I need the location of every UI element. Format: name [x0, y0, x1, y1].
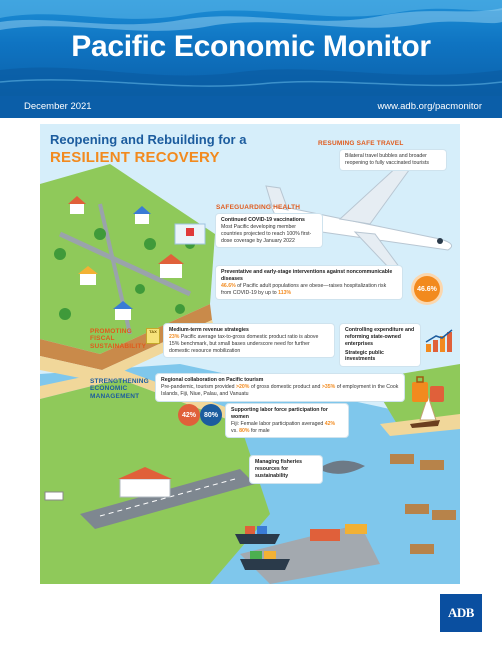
- fisheries-text: Managing fisheries resources for sustainability: [255, 459, 302, 479]
- date-bar: [0, 96, 502, 118]
- obesity-badge: 46.6%: [414, 276, 440, 302]
- revenue-heading: Medium-term revenue strategies: [169, 327, 249, 333]
- revenue-text: 23% Pacific average tax-to-gross domestic product ratio is above 15% benchmark, but small bases underscore need for further domestic resource mobilization: [169, 333, 319, 354]
- ncd-card: [216, 266, 402, 299]
- website-link[interactable]: www.adb.org/pacmonitor: [377, 101, 482, 112]
- tourism-heading: Regional collaboration on Pacific tourism: [161, 377, 264, 383]
- tax-ratio-stat: 23%: [169, 333, 180, 340]
- ncd-heading: Preventative and early-stage interventions against noncommunicable diseases: [221, 269, 393, 282]
- tax-document-icon: TAX: [146, 328, 160, 344]
- adb-logo: ADB: [440, 594, 482, 632]
- luggage-icon: [410, 374, 448, 404]
- obesity-stat: 46.6%: [221, 282, 236, 289]
- growth-chart-icon: [424, 328, 454, 354]
- tourism-card: [156, 374, 404, 401]
- resuming-safe-travel-tag: RESUMING SAFE TRAVEL: [318, 140, 404, 147]
- ncd-text: 46.6% of Pacific adult populations are obese—raises hospitalization risk from COVID-19 by up to 113%: [221, 282, 387, 296]
- economic-management-tag: STRENGTHENING ECONOMIC MANAGEMENT: [90, 378, 149, 400]
- expenditure-item: Controlling expenditure and reforming state-owned enterprises: [345, 327, 415, 347]
- gdp-share-stat: >20%: [235, 383, 250, 390]
- revenue-card: [164, 324, 334, 357]
- female-rate-stat: 42%: [324, 420, 336, 427]
- infographic-heading: Reopening and Rebuilding for a: [50, 132, 247, 147]
- female-participation-badge: 42%: [178, 404, 200, 426]
- male-participation-badge: 80%: [200, 404, 222, 426]
- vaccination-heading: Continued COVID-19 vaccinations: [221, 217, 305, 223]
- labor-heading: Supporting labor force participation for women: [231, 407, 328, 420]
- tourism-text: Pre-pandemic, tourism provided >20% of gross domestic product and >35% of employment in the Cook Islands, Fiji, Niue, Palau, and Vanuatu: [161, 383, 399, 397]
- issue-date: December 2021: [24, 101, 92, 112]
- expenditure-card: [340, 324, 420, 366]
- labor-text: Fiji: Female labor participation averaged 42% vs. 80% for male: [231, 420, 336, 434]
- labor-card: [226, 404, 348, 437]
- infographic: [40, 124, 460, 584]
- vaccination-card: [216, 214, 322, 247]
- fisheries-card: [250, 456, 322, 483]
- resuming-safe-travel-card: [340, 150, 446, 170]
- travel-bubbles-text: Bilateral travel bubbles and broader reopening to fully vaccinated tourists: [345, 153, 429, 166]
- male-rate-stat: 80%: [239, 427, 250, 434]
- fiscal-sustainability-tag: PROMOTING FISCAL SUSTAINABILITY: [90, 328, 147, 350]
- infographic-subheading: RESILIENT RECOVERY: [50, 149, 220, 166]
- investment-item: Strategic public investments: [345, 349, 384, 363]
- hospitalization-stat: 113%: [278, 289, 292, 296]
- cover-header: [0, 0, 502, 96]
- safeguarding-health-tag: SAFEGUARDING HEALTH: [216, 204, 301, 211]
- employment-share-stat: >35%: [321, 383, 336, 390]
- vaccination-text: Most Pacific developing member countries projected to reach 100% first-dose coverage by January 2022: [221, 223, 312, 244]
- publication-title: Pacific Economic Monitor: [71, 30, 431, 63]
